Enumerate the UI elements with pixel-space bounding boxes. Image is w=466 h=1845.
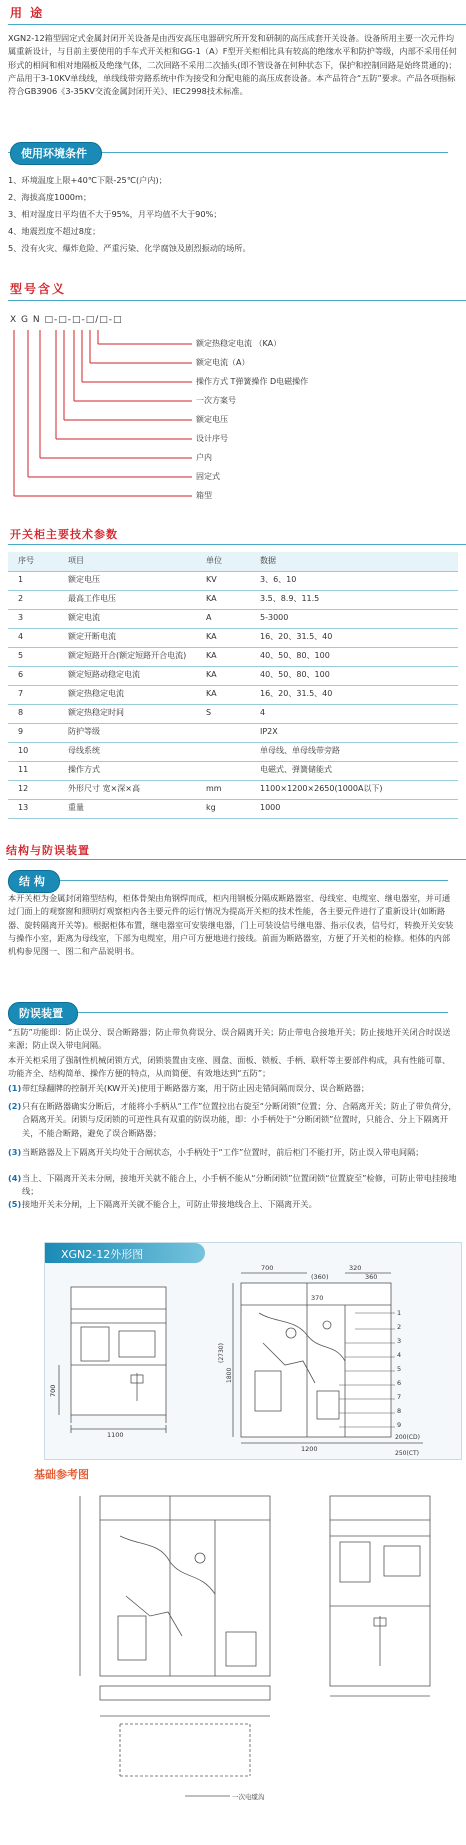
row-item: 额定短路动稳定电流: [64, 666, 202, 685]
row-data: 1100×1200×2650(1000A以下): [256, 780, 458, 799]
row-data: IP2X: [256, 723, 458, 742]
outline-drawing: [44, 1242, 462, 1460]
row-index: 13: [8, 799, 64, 818]
header-index: 序号: [8, 552, 64, 571]
structure-divider: [8, 859, 466, 860]
front-view: [59, 1287, 166, 1433]
dim-depth: 1200: [301, 1445, 318, 1453]
params-row: [8, 628, 458, 647]
model-label: 一次方案号: [196, 396, 236, 405]
params-row: [8, 723, 458, 742]
env-item-1: 1、环境温度上限+40℃下限-25℃(户内)；: [8, 175, 167, 185]
row-index: 5: [8, 647, 64, 666]
interlock-intro: “五防”功能即：防止误分、误合断路器；防止带负荷误分、误合隔离开关；防止带电合接地开关；防止接地开关闭合时误送来源；防止误入带电间隔。: [8, 1027, 451, 1051]
row-unit: A: [202, 609, 256, 628]
model-label: 额定热稳定电流 （KA）: [196, 339, 282, 348]
params-table: [8, 552, 458, 819]
foundation-note: 一次电缆沟: [232, 1793, 265, 1801]
row-unit: [202, 742, 256, 761]
params-row: [8, 780, 458, 799]
outline-svg: [45, 1243, 463, 1461]
row-unit: KA: [202, 628, 256, 647]
env-section: [0, 140, 466, 253]
params-row: [8, 666, 458, 685]
structure-sub-rule: [8, 880, 448, 881]
params-section: [0, 526, 466, 826]
row-index: 8: [8, 704, 64, 723]
interlock-item-number: (2): [8, 1101, 22, 1111]
callout-number: 5: [397, 1365, 402, 1373]
interlock-item: [8, 1172, 458, 1199]
interlock-item-number: (5): [8, 1199, 22, 1209]
row-unit: KV: [202, 571, 256, 590]
row-item: 额定热稳定电流: [64, 685, 202, 704]
env-title: 使用环境条件: [10, 142, 102, 165]
foundation-side-view: [80, 1496, 270, 1796]
row-data: 1000: [256, 799, 458, 818]
row-index: 2: [8, 590, 64, 609]
row-index: 11: [8, 761, 64, 780]
row-item: 额定电流: [64, 609, 202, 628]
row-item: 额定热稳定时间: [64, 704, 202, 723]
dim-side-a: 700: [261, 1264, 274, 1272]
model-label: 户内: [196, 453, 212, 462]
row-unit: KA: [202, 590, 256, 609]
dim-top-b: (360): [311, 1273, 329, 1281]
model-section: [0, 280, 466, 520]
interlock-item-number: (1): [8, 1083, 22, 1093]
row-index: 6: [8, 666, 64, 685]
row-index: 4: [8, 628, 64, 647]
use-body: XGN2-12箱型固定式金属封闭开关设备是由西安高压电器研究所开发和研制的高压成套开关设备。设备所用主要一次元件均属重新设计，与目前主要使用的手车式开关柜和GG-1（A）F型开关柜相比具有较高的绝缘水平和防护等级，内部不采用任何形式的相间和相对地隔板及绝缘气体，二次回路不采用二次插头(即不管设备在何种状态下，保护和控制回路是始终贯通的)；产品用于3-10KV单线线，单线线带旁路系统中作为接受和分配电能的高压成套设备。本产品符合“五防”要求。产品各项指标符合GB3906《3-35KV交流金属封闭开关》、IEC2998技术标准。: [8, 33, 457, 97]
interlock-section: [0, 1000, 466, 1240]
env-item-3: 3、相对湿度日平均值不大于95%，月平均值不大于90%；: [8, 209, 222, 219]
header-unit: 单位: [202, 552, 256, 571]
row-index: 7: [8, 685, 64, 704]
header-item: 项目: [64, 552, 202, 571]
params-row: [8, 590, 458, 609]
dim-front-h: 700: [49, 1384, 57, 1397]
outline-title: XGN2-12外形图: [61, 1248, 144, 1261]
dim-top-d: 370: [311, 1294, 324, 1302]
interlock-intro2: 本开关柜采用了强制性机械闭锁方式，闭锁装置由支座、圆盘、面板、锁板、手柄、联杆等主要部件构成，具有性能可靠、功能齐全、结构简单、操作方便的特点，从而简便、有效地达到“五防”；: [8, 1055, 451, 1079]
params-row: [8, 609, 458, 628]
row-item: 重量: [64, 799, 202, 818]
dim-bottom: 250(CT): [395, 1450, 419, 1457]
params-divider: [8, 544, 466, 545]
callout-number: 7: [397, 1393, 402, 1401]
dim-side-b: 200(CD): [395, 1434, 420, 1441]
row-data: 4: [256, 704, 458, 723]
row-item: 额定开断电流: [64, 628, 202, 647]
row-unit: KA: [202, 647, 256, 666]
model-label: 设计序号: [196, 434, 228, 443]
row-item: 额定短路开合(额定短路开合电流): [64, 647, 202, 666]
interlock-item: [8, 1146, 458, 1159]
row-data: 40、50、80、100: [256, 666, 458, 685]
callout-number: 1: [397, 1309, 402, 1317]
row-data: 16、20、31.5、40: [256, 628, 458, 647]
row-data: 5-3000: [256, 609, 458, 628]
callout-number: 6: [397, 1379, 402, 1387]
interlock-item-text: 当断路器及上下隔离开关均处于合闸状态，小手柄处于“工作”位置时，前后柜门不能打开，防止误入带电间隔；: [22, 1147, 424, 1157]
row-item: 额定电压: [64, 571, 202, 590]
callout-number: 2: [397, 1323, 402, 1331]
header-data: 数据: [256, 552, 458, 571]
row-item: 外形尺寸 宽×深×高: [64, 780, 202, 799]
dim-front-width: 1100: [107, 1431, 124, 1439]
row-unit: KA: [202, 685, 256, 704]
row-index: 1: [8, 571, 64, 590]
interlock-item-number: (4): [8, 1173, 22, 1183]
row-data: 电磁式、弹簧储能式: [256, 761, 458, 780]
env-item-5: 5、没有火灾、爆炸危险、严重污染、化学腐蚀及剧烈振动的场所。: [8, 243, 251, 253]
interlock-title: 防误装置: [8, 1002, 78, 1025]
params-row: [8, 761, 458, 780]
foundation-section: [0, 1466, 466, 1836]
model-label: 额定电流（A）: [196, 358, 250, 367]
structure-body: 本开关柜为金属封闭箱型结构，柜体骨架由角钢焊而成，柜内用钢板分隔成断路器室、母线室、电缆室、继电器室，并可通过门面上的观察窗和照明灯观察柜内各主要元件的运行情况为提高开关柜的技术性能，各主要元件进行了重新设计(如断路器、旋转隔离开关等)。根据柜体布置，继电器室可安装继电器，门上可装设信号继电器、指示仪表，信号灯，转换开关安装与操作小室，距离为母线室，下部为电缆室，用户可方便地进行接线。前面为断路器室，方便了开关柜的检修。柜体的内部机构参见图一、图二和产品说明书。: [8, 893, 454, 957]
structure-title: 结构与防误装置: [6, 844, 90, 857]
interlock-item-text: 当上、下隔离开关未分闸，接地开关就不能合上，小手柄不能从“分断闭锁”位置闭锁“位置旋至”检修，可防止带电挂接地线；: [22, 1173, 457, 1197]
row-data: 16、20、31.5、40: [256, 685, 458, 704]
dim-h2: (2730): [218, 1343, 225, 1363]
row-index: 3: [8, 609, 64, 628]
side-view: [233, 1273, 423, 1443]
foundation-front-view: [330, 1496, 430, 1696]
env-item-4: 4、地震烈度不超过8度；: [8, 226, 101, 236]
callout-number: 4: [397, 1351, 402, 1359]
callout-number: 3: [397, 1337, 402, 1345]
foundation-svg: [0, 1476, 466, 1836]
params-header-row: [8, 552, 458, 571]
model-title: 型号含义: [10, 282, 67, 296]
row-index: 10: [8, 742, 64, 761]
row-item: 防护等级: [64, 723, 202, 742]
row-index: 9: [8, 723, 64, 742]
model-label: 箱型: [196, 491, 212, 500]
callout-number: 8: [397, 1407, 402, 1415]
dim-top-a: 320: [349, 1264, 362, 1272]
interlock-item-text: 只有在断路器确实分断后，才能将小手柄从“工作”位置拉出右旋至“分断闭锁”位置；分、合隔离开关；防止了带负荷分，合隔离开关。闭锁与反闭锁的可逆性具有双重的防误功能，即：小手柄处于“分断闭锁”位置时，只能合、分上下隔离开关，不能合断路，避免了误合断路器；: [22, 1101, 457, 1138]
dim-top-c: 360: [365, 1273, 378, 1281]
model-code: X G N □-□-□-□/□-□: [10, 315, 123, 325]
interlock-item-text: 接地开关未分闸，上下隔离开关就不能合上，可防止带接地线合上、下隔离开关。: [22, 1199, 317, 1209]
row-unit: [202, 761, 256, 780]
structure-sub-title: 结 构: [8, 870, 60, 893]
params-row: [8, 571, 458, 590]
params-row: [8, 742, 458, 761]
model-label: 固定式: [196, 472, 220, 481]
row-unit: S: [202, 704, 256, 723]
structure-section: [0, 842, 466, 992]
row-data: 40、50、80、100: [256, 647, 458, 666]
callout-numbers: [397, 1309, 401, 1429]
row-item: 母线系统: [64, 742, 202, 761]
params-row: [8, 647, 458, 666]
interlock-item: [8, 1082, 458, 1095]
interlock-item-number: (3): [8, 1147, 22, 1157]
row-unit: KA: [202, 666, 256, 685]
env-item-2: 2、海拔高度1000m；: [8, 192, 92, 202]
interlock-item: [8, 1198, 458, 1211]
row-unit: mm: [202, 780, 256, 799]
row-unit: [202, 723, 256, 742]
row-item: 最高工作电压: [64, 590, 202, 609]
params-row: [8, 685, 458, 704]
dim-h1: 1800: [226, 1367, 233, 1383]
params-row: [8, 704, 458, 723]
model-label: 操作方式 T弹簧操作 D电磁操作: [196, 377, 309, 386]
use-divider: [8, 24, 466, 25]
row-data: 3.5、8.9、11.5: [256, 590, 458, 609]
row-data: 3、6、10: [256, 571, 458, 590]
callout-number: 9: [397, 1421, 402, 1429]
foundation-title: 基础参考图: [34, 1468, 89, 1481]
model-label: 额定电压: [196, 415, 228, 424]
row-unit: kg: [202, 799, 256, 818]
use-title: 用 途: [10, 6, 45, 20]
params-title: 开关柜主要技术参数: [10, 528, 118, 541]
interlock-item-text: 带红绿翻牌的控制开关(KW开关)使用于断路器方案，用于防止因走错间隔而误分、误合断路器；: [22, 1083, 370, 1093]
row-data: 单母线、单母线带旁路: [256, 742, 458, 761]
row-index: 12: [8, 780, 64, 799]
interlock-item: [8, 1100, 458, 1140]
row-item: 操作方式: [64, 761, 202, 780]
params-row: [8, 799, 458, 818]
